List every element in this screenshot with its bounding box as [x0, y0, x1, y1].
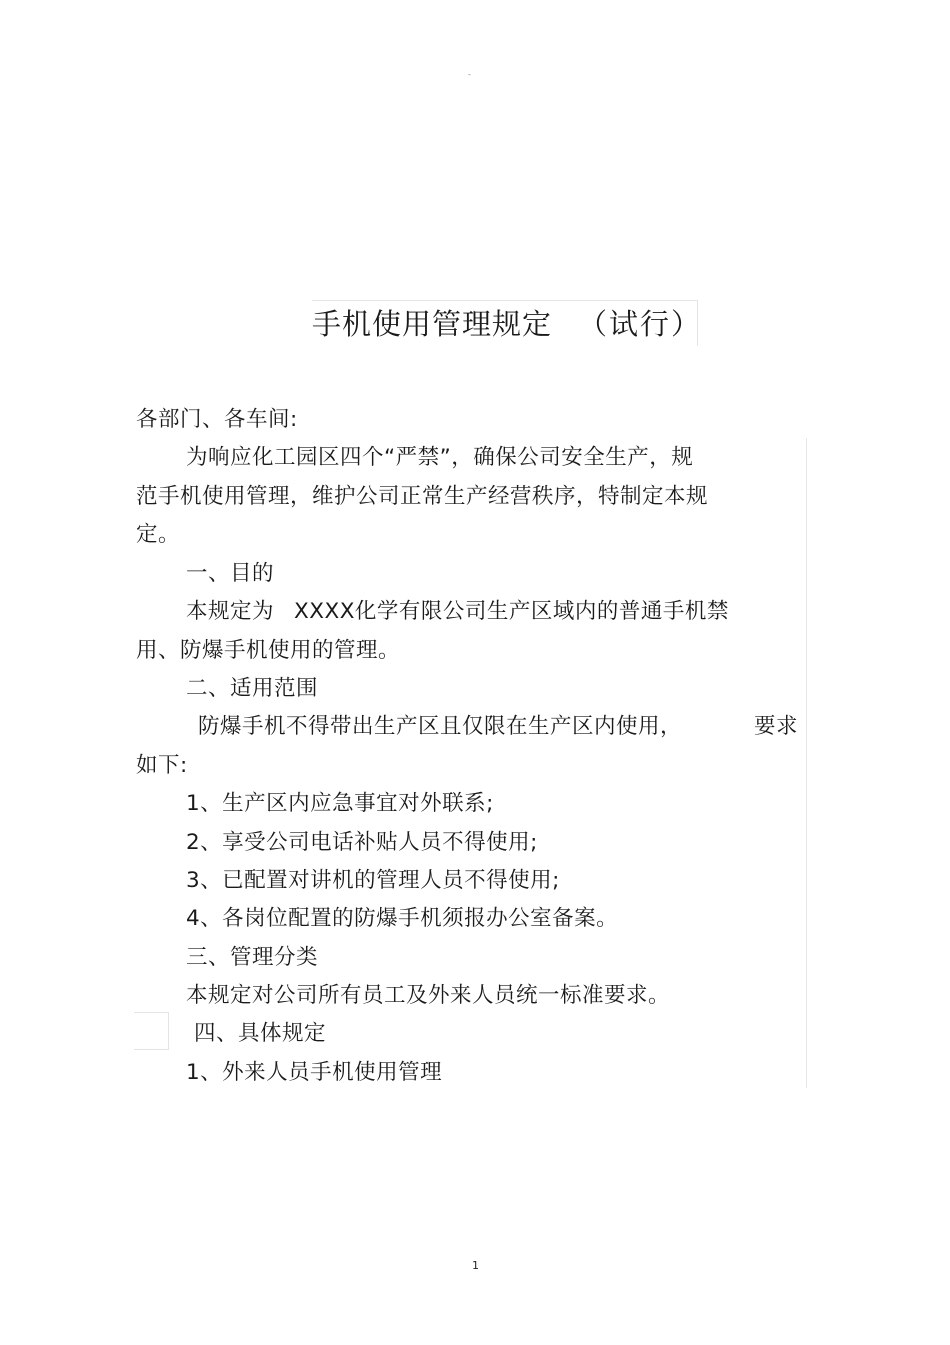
section2-item-4: 4、各岗位配置的防爆手机须报办公室备案。 — [186, 906, 619, 931]
intro-line-2: 范手机使用管理，维护公司正常生产经营秩序，特制定本规 — [136, 484, 709, 509]
intro-line-3: 定。 — [136, 522, 181, 547]
section2-line-2: 如下: — [136, 753, 188, 778]
section2-line-1-right: 要求 — [754, 714, 799, 739]
title-suffix: （试行） — [578, 307, 703, 341]
section2-line-1: 防爆手机不得带出生产区且仅限在生产区内使用， — [198, 714, 683, 739]
document-title — [312, 304, 702, 344]
section1-line-1b: XXXX化学有限公司生产区域内的普通手机禁 — [294, 599, 729, 624]
header-mark: - — [468, 70, 471, 79]
section1-line-1a: 本规定为 — [186, 599, 275, 624]
section3-line: 本规定对公司所有员工及外来人员统一标准要求。 — [186, 983, 671, 1008]
salutation: 各部门、各车间: — [136, 407, 298, 432]
section2-heading: 二、适用范围 — [186, 676, 319, 701]
intro-line-1: 为响应化工园区四个“严禁”，确保公司安全生产，规 — [186, 445, 694, 470]
margin-box — [134, 1012, 169, 1050]
section1-heading: 一、目的 — [186, 561, 275, 586]
section1-line-1 — [186, 597, 729, 627]
section3-heading: 三、管理分类 — [186, 945, 319, 970]
section1-line-2: 用、防爆手机使用的管理。 — [136, 638, 401, 663]
section4-item-1: 1、外来人员手机使用管理 — [186, 1060, 443, 1085]
section2-item-1: 1、生产区内应急事宜对外联系; — [186, 791, 494, 816]
right-margin-rule — [806, 438, 807, 1088]
section2-item-2: 2、享受公司电话补贴人员不得使用; — [186, 830, 538, 855]
section4-heading: 四、具体规定 — [194, 1021, 327, 1046]
title-main: 手机使用管理规定 — [312, 307, 553, 341]
page-number: 1 — [472, 1259, 479, 1272]
section2-item-3: 3、已配置对讲机的管理人员不得使用; — [186, 868, 560, 893]
